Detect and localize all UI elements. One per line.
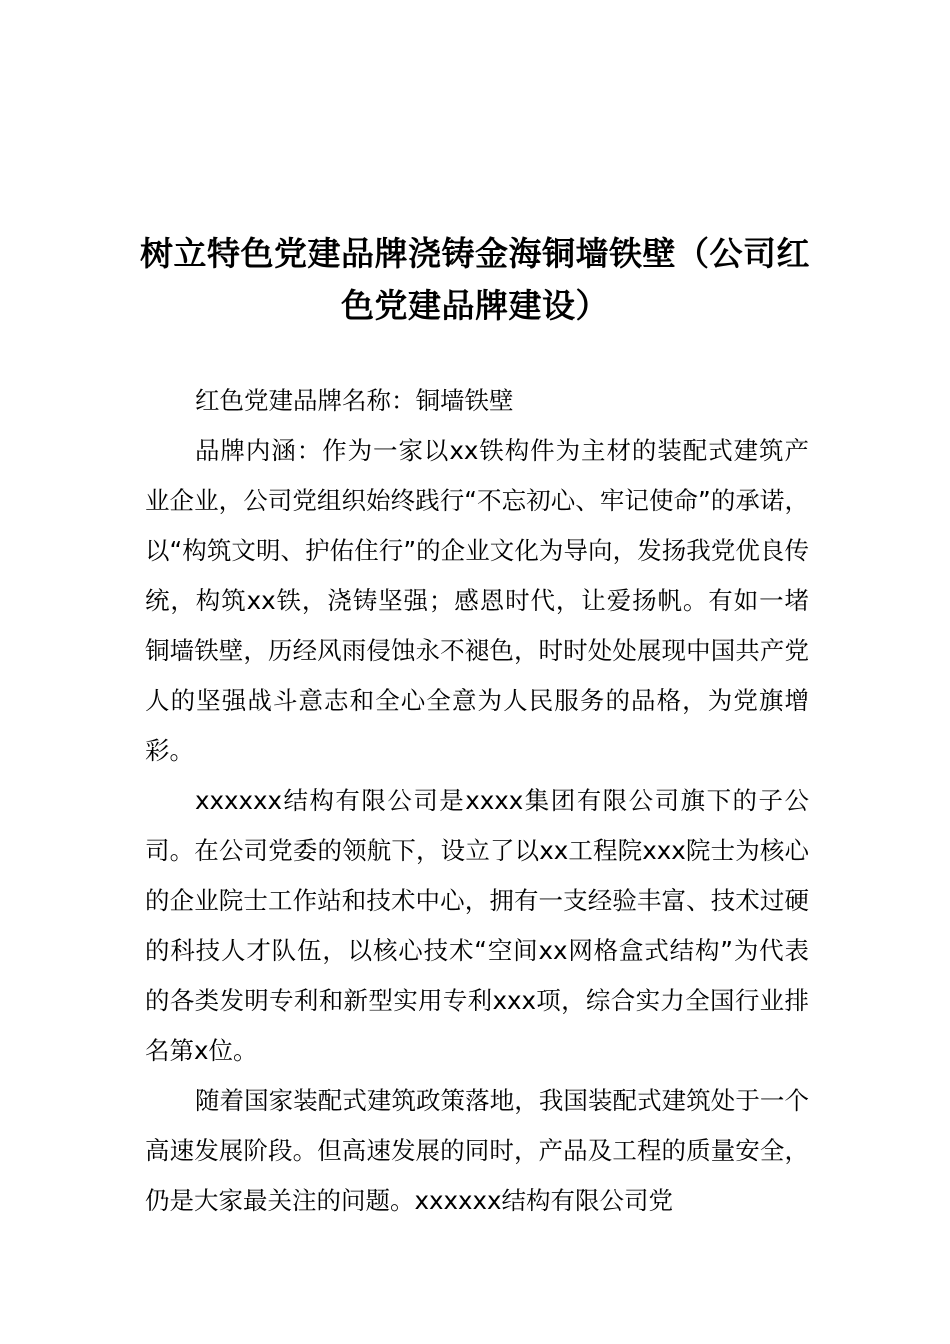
industry-context-paragraph: 随着国家装配式建筑政策落地，我国装配式建筑处于一个高速发展阶段。但高速发展的同时，产品及工程的质量安全，仍是大家最关注的问题。xxxxxx结构有限公司党 bbox=[145, 1086, 809, 1215]
document-body bbox=[145, 376, 809, 1226]
brand-name-paragraph: 红色党建品牌名称：铜墙铁壁 bbox=[195, 386, 514, 415]
document-title: 树立特色党建品牌浇铸金海铜墙铁壁（公司红色党建品牌建设） bbox=[140, 234, 810, 325]
brand-meaning-paragraph: 品牌内涵：作为一家以xx铁构件为主材的装配式建筑产业企业，公司党组织始终践行“不忘初心、牢记使命”的承诺，以“构筑文明、护佑住行”的企业文化为导向，发扬我党优良传统，构筑xx铁，浇铸坚强；感恩时代，让爱扬帆。有如一堵铜墙铁壁，历经风雨侵蚀永不褪色，时时处处展现中国共产党人的坚强战斗意志和全心全意为人民服务的品格，为党旗增彩。 bbox=[145, 436, 809, 765]
company-intro-paragraph: xxxxxx结构有限公司是xxxx集团有限公司旗下的子公司。在公司党委的领航下，设立了以xx工程院xxx院士为核心的企业院士工作站和技术中心，拥有一支经验丰富、技术过硬的科技人才队伍，以核心技术“空间xx网格盒式结构”为代表的各类发明专利和新型实用专利xxx项，综合实力全国行业排名第x位。 bbox=[145, 786, 809, 1065]
